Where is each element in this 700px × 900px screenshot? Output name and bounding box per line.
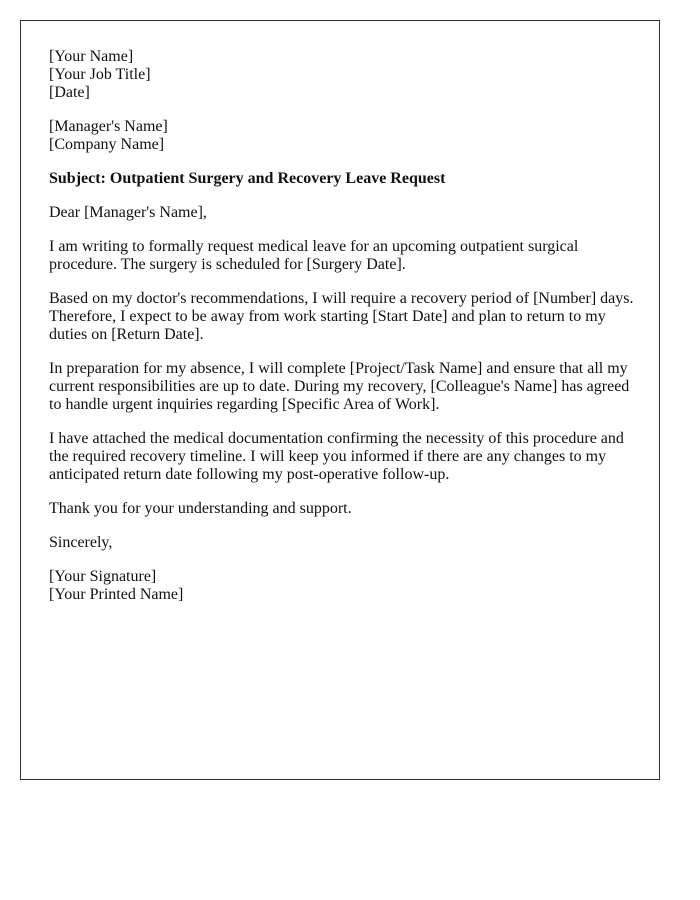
letter-page [20, 20, 660, 780]
signature: [Your Signature] [49, 568, 157, 585]
sender-block [49, 48, 639, 102]
sender-job-title: [Your Job Title] [49, 66, 151, 83]
recipient-company-name: [Company Name] [49, 136, 165, 153]
subject-line: Subject: Outpatient Surgery and Recovery Leave Request [49, 170, 446, 187]
signature-block [49, 568, 639, 604]
body-paragraph-5: Thank you for your understanding and support. [49, 500, 352, 517]
body-paragraph-2: Based on my doctor's recommendations, I will require a recovery period of [Number] days. Therefore, I expect to be away from work starting [Start Date] and plan to return to my duties on [Return Date]. [49, 290, 634, 343]
body-paragraph-1: I am writing to formally request medical leave for an upcoming outpatient surgical procedure. The surgery is scheduled for [Surgery Date]. [49, 238, 579, 273]
body-paragraph-4: I have attached the medical documentation confirming the necessity of this procedure and the required recovery timeline. I will keep you informed if there are any changes to my anticipated return date following my post-operative follow-up. [49, 430, 624, 483]
recipient-manager-name: [Manager's Name] [49, 118, 168, 135]
closing: Sincerely, [49, 534, 113, 551]
letter-content [49, 48, 639, 620]
printed-name: [Your Printed Name] [49, 586, 184, 603]
letter-date: [Date] [49, 84, 90, 101]
sender-name: [Your Name] [49, 48, 134, 65]
salutation: Dear [Manager's Name], [49, 204, 207, 221]
body-paragraph-3: In preparation for my absence, I will complete [Project/Task Name] and ensure that all my current responsibilities are up to date. During my recovery, [Colleague's Name] has agreed to handle urgent inquiries regarding [Specific Area of Work]. [49, 360, 630, 413]
recipient-block [49, 118, 639, 154]
